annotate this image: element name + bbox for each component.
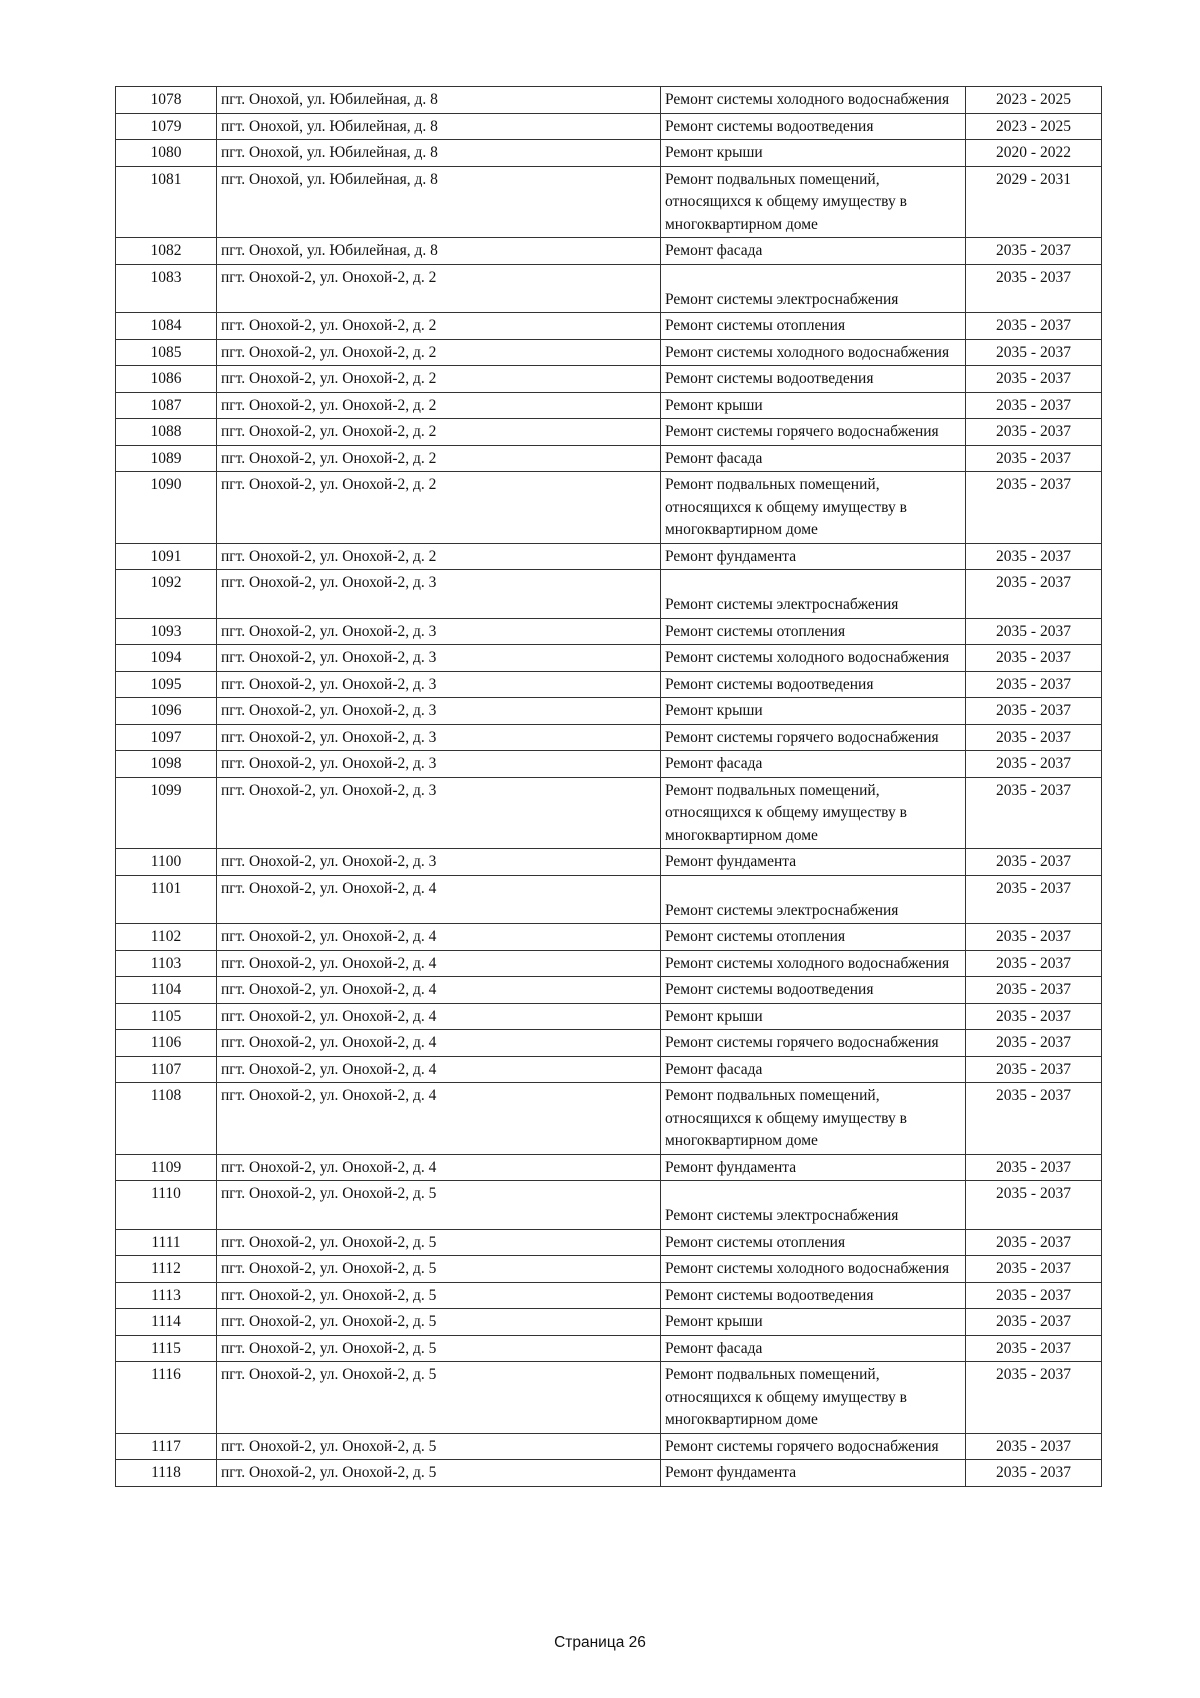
work-type-cell: Ремонт подвальных помещений, относящихся к общему имуществу в многоквартирном доме — [661, 1083, 966, 1155]
period-cell: 2035 - 2037 — [966, 950, 1102, 977]
table-row — [116, 777, 1102, 849]
work-type-cell: Ремонт фасада — [661, 238, 966, 265]
address-cell: пгт. Онохой, ул. Юбилейная, д. 8 — [217, 238, 661, 265]
period-cell: 2035 - 2037 — [966, 1309, 1102, 1336]
work-type-cell: Ремонт системы электроснабжения — [661, 570, 966, 619]
table-row — [116, 1056, 1102, 1083]
work-type-cell: Ремонт крыши — [661, 1003, 966, 1030]
row-number-cell: 1112 — [116, 1256, 217, 1283]
table-row — [116, 113, 1102, 140]
address-cell: пгт. Онохой-2, ул. Онохой-2, д. 5 — [217, 1362, 661, 1434]
table-row — [116, 419, 1102, 446]
work-type-cell: Ремонт системы водоотведения — [661, 113, 966, 140]
work-type-cell: Ремонт крыши — [661, 698, 966, 725]
work-type-cell: Ремонт системы электроснабжения — [661, 875, 966, 924]
table-row — [116, 445, 1102, 472]
work-type-cell: Ремонт системы горячего водоснабжения — [661, 724, 966, 751]
table-row — [116, 1362, 1102, 1434]
table-row — [116, 339, 1102, 366]
table-row — [116, 1229, 1102, 1256]
period-cell: 2035 - 2037 — [966, 751, 1102, 778]
row-number-cell: 1094 — [116, 645, 217, 672]
table-row — [116, 1256, 1102, 1283]
period-cell: 2035 - 2037 — [966, 1030, 1102, 1057]
period-cell: 2035 - 2037 — [966, 366, 1102, 393]
address-cell: пгт. Онохой-2, ул. Онохой-2, д. 3 — [217, 698, 661, 725]
period-cell: 2035 - 2037 — [966, 777, 1102, 849]
row-number-cell: 1117 — [116, 1433, 217, 1460]
period-cell: 2035 - 2037 — [966, 238, 1102, 265]
row-number-cell: 1104 — [116, 977, 217, 1004]
table-row — [116, 472, 1102, 544]
table-row — [116, 724, 1102, 751]
row-number-cell: 1086 — [116, 366, 217, 393]
period-cell: 2035 - 2037 — [966, 671, 1102, 698]
address-cell: пгт. Онохой-2, ул. Онохой-2, д. 3 — [217, 849, 661, 876]
table-row — [116, 543, 1102, 570]
address-cell: пгт. Онохой-2, ул. Онохой-2, д. 5 — [217, 1309, 661, 1336]
row-number-cell: 1082 — [116, 238, 217, 265]
table-row — [116, 1030, 1102, 1057]
address-cell: пгт. Онохой-2, ул. Онохой-2, д. 4 — [217, 1003, 661, 1030]
address-cell: пгт. Онохой-2, ул. Онохой-2, д. 4 — [217, 875, 661, 924]
work-type-cell: Ремонт фундамента — [661, 543, 966, 570]
row-number-cell: 1087 — [116, 392, 217, 419]
row-number-cell: 1097 — [116, 724, 217, 751]
work-type-cell: Ремонт системы водоотведения — [661, 977, 966, 1004]
work-type-cell: Ремонт фасада — [661, 751, 966, 778]
table-row — [116, 366, 1102, 393]
table-row — [116, 392, 1102, 419]
table-row — [116, 264, 1102, 313]
address-cell: пгт. Онохой-2, ул. Онохой-2, д. 2 — [217, 392, 661, 419]
address-cell: пгт. Онохой-2, ул. Онохой-2, д. 2 — [217, 339, 661, 366]
work-type-cell: Ремонт фасада — [661, 445, 966, 472]
period-cell: 2035 - 2037 — [966, 645, 1102, 672]
work-type-cell: Ремонт системы холодного водоснабжения — [661, 950, 966, 977]
period-cell: 2035 - 2037 — [966, 339, 1102, 366]
row-number-cell: 1079 — [116, 113, 217, 140]
table-row — [116, 238, 1102, 265]
address-cell: пгт. Онохой-2, ул. Онохой-2, д. 5 — [217, 1335, 661, 1362]
work-type-cell: Ремонт системы электроснабжения — [661, 264, 966, 313]
table-row — [116, 671, 1102, 698]
row-number-cell: 1101 — [116, 875, 217, 924]
work-type-cell: Ремонт системы водоотведения — [661, 1282, 966, 1309]
work-type-cell: Ремонт системы холодного водоснабжения — [661, 1256, 966, 1283]
address-cell: пгт. Онохой-2, ул. Онохой-2, д. 5 — [217, 1181, 661, 1230]
address-cell: пгт. Онохой-2, ул. Онохой-2, д. 2 — [217, 419, 661, 446]
row-number-cell: 1102 — [116, 924, 217, 951]
row-number-cell: 1116 — [116, 1362, 217, 1434]
period-cell: 2035 - 2037 — [966, 543, 1102, 570]
row-number-cell: 1093 — [116, 618, 217, 645]
period-cell: 2035 - 2037 — [966, 1460, 1102, 1487]
table-row — [116, 1335, 1102, 1362]
row-number-cell: 1100 — [116, 849, 217, 876]
repair-schedule-table — [115, 86, 1102, 1487]
period-cell: 2035 - 2037 — [966, 977, 1102, 1004]
address-cell: пгт. Онохой-2, ул. Онохой-2, д. 3 — [217, 645, 661, 672]
row-number-cell: 1114 — [116, 1309, 217, 1336]
address-cell: пгт. Онохой, ул. Юбилейная, д. 8 — [217, 140, 661, 167]
address-cell: пгт. Онохой-2, ул. Онохой-2, д. 5 — [217, 1433, 661, 1460]
table-body — [116, 87, 1102, 1487]
row-number-cell: 1080 — [116, 140, 217, 167]
work-type-cell: Ремонт системы водоотведения — [661, 671, 966, 698]
row-number-cell: 1108 — [116, 1083, 217, 1155]
period-cell: 2035 - 2037 — [966, 1362, 1102, 1434]
row-number-cell: 1110 — [116, 1181, 217, 1230]
table-row — [116, 950, 1102, 977]
table-row — [116, 698, 1102, 725]
address-cell: пгт. Онохой-2, ул. Онохой-2, д. 4 — [217, 924, 661, 951]
period-cell: 2035 - 2037 — [966, 618, 1102, 645]
period-cell: 2023 - 2025 — [966, 113, 1102, 140]
work-type-cell: Ремонт системы водоотведения — [661, 366, 966, 393]
table-row — [116, 1282, 1102, 1309]
work-type-cell: Ремонт фундамента — [661, 849, 966, 876]
table-row — [116, 1309, 1102, 1336]
period-cell: 2035 - 2037 — [966, 1256, 1102, 1283]
address-cell: пгт. Онохой-2, ул. Онохой-2, д. 4 — [217, 1083, 661, 1155]
address-cell: пгт. Онохой, ул. Юбилейная, д. 8 — [217, 113, 661, 140]
table-row — [116, 140, 1102, 167]
row-number-cell: 1083 — [116, 264, 217, 313]
table-row — [116, 1003, 1102, 1030]
work-type-cell: Ремонт системы холодного водоснабжения — [661, 339, 966, 366]
period-cell: 2035 - 2037 — [966, 698, 1102, 725]
address-cell: пгт. Онохой, ул. Юбилейная, д. 8 — [217, 166, 661, 238]
row-number-cell: 1090 — [116, 472, 217, 544]
row-number-cell: 1099 — [116, 777, 217, 849]
table-row — [116, 166, 1102, 238]
table-row — [116, 751, 1102, 778]
period-cell: 2035 - 2037 — [966, 472, 1102, 544]
period-cell: 2023 - 2025 — [966, 87, 1102, 114]
address-cell: пгт. Онохой-2, ул. Онохой-2, д. 4 — [217, 1154, 661, 1181]
row-number-cell: 1105 — [116, 1003, 217, 1030]
address-cell: пгт. Онохой-2, ул. Онохой-2, д. 5 — [217, 1460, 661, 1487]
period-cell: 2035 - 2037 — [966, 724, 1102, 751]
work-type-cell: Ремонт системы отопления — [661, 924, 966, 951]
period-cell: 2035 - 2037 — [966, 1083, 1102, 1155]
period-cell: 2035 - 2037 — [966, 570, 1102, 619]
work-type-cell: Ремонт системы горячего водоснабжения — [661, 1030, 966, 1057]
row-number-cell: 1109 — [116, 1154, 217, 1181]
period-cell: 2035 - 2037 — [966, 1282, 1102, 1309]
work-type-cell: Ремонт крыши — [661, 1309, 966, 1336]
period-cell: 2035 - 2037 — [966, 924, 1102, 951]
period-cell: 2035 - 2037 — [966, 1056, 1102, 1083]
table-row — [116, 977, 1102, 1004]
address-cell: пгт. Онохой-2, ул. Онохой-2, д. 2 — [217, 472, 661, 544]
address-cell: пгт. Онохой-2, ул. Онохой-2, д. 2 — [217, 313, 661, 340]
period-cell: 2035 - 2037 — [966, 1181, 1102, 1230]
work-type-cell: Ремонт фасада — [661, 1335, 966, 1362]
address-cell: пгт. Онохой-2, ул. Онохой-2, д. 5 — [217, 1282, 661, 1309]
period-cell: 2035 - 2037 — [966, 264, 1102, 313]
table-row — [116, 1460, 1102, 1487]
address-cell: пгт. Онохой-2, ул. Онохой-2, д. 4 — [217, 950, 661, 977]
row-number-cell: 1092 — [116, 570, 217, 619]
row-number-cell: 1096 — [116, 698, 217, 725]
table-row — [116, 313, 1102, 340]
address-cell: пгт. Онохой-2, ул. Онохой-2, д. 3 — [217, 618, 661, 645]
work-type-cell: Ремонт фундамента — [661, 1154, 966, 1181]
address-cell: пгт. Онохой, ул. Юбилейная, д. 8 — [217, 87, 661, 114]
table-row — [116, 618, 1102, 645]
work-type-cell: Ремонт системы электроснабжения — [661, 1181, 966, 1230]
work-type-cell: Ремонт крыши — [661, 392, 966, 419]
period-cell: 2035 - 2037 — [966, 1433, 1102, 1460]
address-cell: пгт. Онохой-2, ул. Онохой-2, д. 3 — [217, 570, 661, 619]
period-cell: 2035 - 2037 — [966, 875, 1102, 924]
row-number-cell: 1078 — [116, 87, 217, 114]
table-row — [116, 849, 1102, 876]
address-cell: пгт. Онохой-2, ул. Онохой-2, д. 4 — [217, 1030, 661, 1057]
period-cell: 2029 - 2031 — [966, 166, 1102, 238]
address-cell: пгт. Онохой-2, ул. Онохой-2, д. 3 — [217, 724, 661, 751]
period-cell: 2035 - 2037 — [966, 313, 1102, 340]
address-cell: пгт. Онохой-2, ул. Онохой-2, д. 3 — [217, 751, 661, 778]
work-type-cell: Ремонт системы отопления — [661, 313, 966, 340]
row-number-cell: 1095 — [116, 671, 217, 698]
table-row — [116, 570, 1102, 619]
work-type-cell: Ремонт системы горячего водоснабжения — [661, 1433, 966, 1460]
work-type-cell: Ремонт подвальных помещений, относящихся к общему имуществу в многоквартирном доме — [661, 166, 966, 238]
row-number-cell: 1115 — [116, 1335, 217, 1362]
address-cell: пгт. Онохой-2, ул. Онохой-2, д. 2 — [217, 366, 661, 393]
address-cell: пгт. Онохой-2, ул. Онохой-2, д. 2 — [217, 543, 661, 570]
work-type-cell: Ремонт системы отопления — [661, 1229, 966, 1256]
row-number-cell: 1098 — [116, 751, 217, 778]
table-row — [116, 1181, 1102, 1230]
work-type-cell: Ремонт системы холодного водоснабжения — [661, 87, 966, 114]
row-number-cell: 1088 — [116, 419, 217, 446]
work-type-cell: Ремонт подвальных помещений, относящихся к общему имуществу в многоквартирном доме — [661, 1362, 966, 1434]
period-cell: 2035 - 2037 — [966, 1003, 1102, 1030]
row-number-cell: 1091 — [116, 543, 217, 570]
period-cell: 2035 - 2037 — [966, 445, 1102, 472]
table-row — [116, 924, 1102, 951]
row-number-cell: 1118 — [116, 1460, 217, 1487]
period-cell: 2020 - 2022 — [966, 140, 1102, 167]
table-row — [116, 87, 1102, 114]
table-row — [116, 645, 1102, 672]
row-number-cell: 1084 — [116, 313, 217, 340]
period-cell: 2035 - 2037 — [966, 1154, 1102, 1181]
row-number-cell: 1085 — [116, 339, 217, 366]
work-type-cell: Ремонт фундамента — [661, 1460, 966, 1487]
address-cell: пгт. Онохой-2, ул. Онохой-2, д. 4 — [217, 977, 661, 1004]
row-number-cell: 1113 — [116, 1282, 217, 1309]
period-cell: 2035 - 2037 — [966, 419, 1102, 446]
address-cell: пгт. Онохой-2, ул. Онохой-2, д. 3 — [217, 671, 661, 698]
period-cell: 2035 - 2037 — [966, 392, 1102, 419]
address-cell: пгт. Онохой-2, ул. Онохой-2, д. 4 — [217, 1056, 661, 1083]
period-cell: 2035 - 2037 — [966, 1229, 1102, 1256]
work-type-cell: Ремонт системы отопления — [661, 618, 966, 645]
row-number-cell: 1106 — [116, 1030, 217, 1057]
address-cell: пгт. Онохой-2, ул. Онохой-2, д. 3 — [217, 777, 661, 849]
work-type-cell: Ремонт подвальных помещений, относящихся к общему имуществу в многоквартирном доме — [661, 777, 966, 849]
address-cell: пгт. Онохой-2, ул. Онохой-2, д. 5 — [217, 1256, 661, 1283]
row-number-cell: 1111 — [116, 1229, 217, 1256]
table-row — [116, 1433, 1102, 1460]
period-cell: 2035 - 2037 — [966, 1335, 1102, 1362]
work-type-cell: Ремонт фасада — [661, 1056, 966, 1083]
page-number: Страница 26 — [554, 1634, 646, 1651]
work-type-cell: Ремонт подвальных помещений, относящихся к общему имуществу в многоквартирном доме — [661, 472, 966, 544]
row-number-cell: 1103 — [116, 950, 217, 977]
address-cell: пгт. Онохой-2, ул. Онохой-2, д. 2 — [217, 264, 661, 313]
table-row — [116, 1083, 1102, 1155]
period-cell: 2035 - 2037 — [966, 849, 1102, 876]
table-row — [116, 875, 1102, 924]
row-number-cell: 1081 — [116, 166, 217, 238]
address-cell: пгт. Онохой-2, ул. Онохой-2, д. 5 — [217, 1229, 661, 1256]
work-type-cell: Ремонт системы холодного водоснабжения — [661, 645, 966, 672]
address-cell: пгт. Онохой-2, ул. Онохой-2, д. 2 — [217, 445, 661, 472]
work-type-cell: Ремонт крыши — [661, 140, 966, 167]
row-number-cell: 1107 — [116, 1056, 217, 1083]
row-number-cell: 1089 — [116, 445, 217, 472]
work-type-cell: Ремонт системы горячего водоснабжения — [661, 419, 966, 446]
table-row — [116, 1154, 1102, 1181]
